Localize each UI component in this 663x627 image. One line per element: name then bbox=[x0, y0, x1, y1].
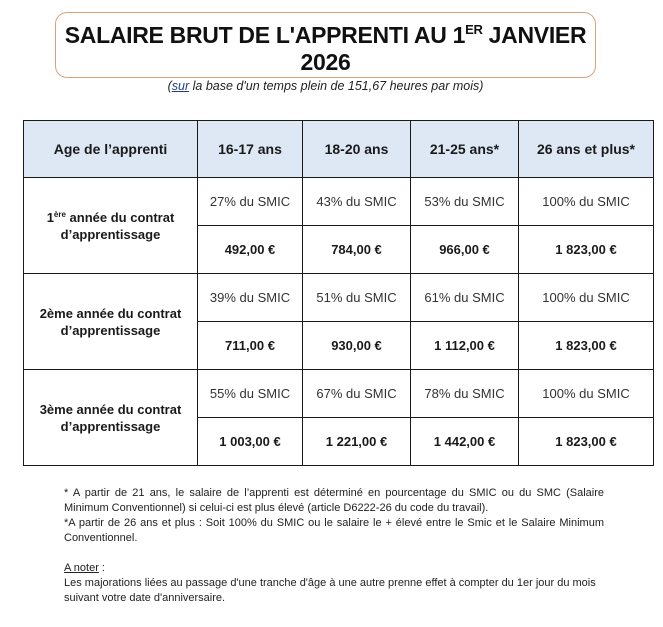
percentage-cell: 78% du SMIC bbox=[411, 370, 519, 418]
percentage-cell: 53% du SMIC bbox=[411, 178, 519, 226]
amount-cell: 1 112,00 € bbox=[411, 322, 519, 370]
column-header: 16-17 ans bbox=[198, 121, 303, 178]
table-row bbox=[24, 274, 654, 322]
amount-cell: 1 442,00 € bbox=[411, 418, 519, 466]
amount-cell: 1 823,00 € bbox=[519, 322, 654, 370]
a-noter-heading bbox=[64, 561, 604, 576]
amount-cell: 1 823,00 € bbox=[519, 226, 654, 274]
page-title bbox=[56, 22, 595, 76]
subtitle-text: la base d'un temps plein de 151,67 heures par mois) bbox=[189, 79, 484, 93]
percentage-cell: 39% du SMIC bbox=[198, 274, 303, 322]
percentage-cell: 61% du SMIC bbox=[411, 274, 519, 322]
row-header-superscript: ère bbox=[53, 209, 66, 219]
salary-table bbox=[23, 120, 654, 466]
title-text-end: JANVIER 2026 bbox=[300, 22, 587, 75]
row-header-text: 3ème année du contrat d’apprentissage bbox=[39, 401, 182, 434]
row-header bbox=[24, 274, 198, 370]
row-header-text: 2ème année du contrat d’apprentissage bbox=[39, 305, 182, 338]
percentage-cell: 43% du SMIC bbox=[303, 178, 411, 226]
footnote-26-ans: *A partir de 26 ans et plus : Soit 100% du SMIC ou le salaire le + élevé entre le Smic et le Salaire Minimum Conventionnel. bbox=[64, 517, 604, 544]
amount-cell: 1 823,00 € bbox=[519, 418, 654, 466]
a-noter-text: Les majorations liées au passage d'une tranche d'âge à une autre prenne effet à compter du 1er jour du mois suivant votre date d'anniversaire. bbox=[64, 577, 596, 604]
percentage-cell: 100% du SMIC bbox=[519, 178, 654, 226]
column-header: 21-25 ans* bbox=[411, 121, 519, 178]
amount-cell: 1 221,00 € bbox=[303, 418, 411, 466]
percentage-cell: 100% du SMIC bbox=[519, 370, 654, 418]
title-box bbox=[55, 12, 596, 93]
a-noter-label: A noter bbox=[64, 562, 99, 574]
table-row bbox=[24, 370, 654, 418]
row-header bbox=[24, 370, 198, 466]
amount-cell: 966,00 € bbox=[411, 226, 519, 274]
footnote-21-ans: * A partir de 21 ans, le salaire de l’apprenti est déterminé en pourcentage du SMIC ou du SMC (Salaire Minimum Conventionnel) si celui-ci est plus élevé (article D6222-26 du code du travail). bbox=[64, 487, 604, 514]
percentage-cell: 27% du SMIC bbox=[198, 178, 303, 226]
row-header-number: 1 bbox=[46, 209, 54, 225]
a-noter-colon: : bbox=[98, 562, 105, 574]
subtitle bbox=[56, 79, 595, 93]
title-superscript: ER bbox=[465, 22, 483, 37]
amount-cell: 930,00 € bbox=[303, 322, 411, 370]
column-header: 18-20 ans bbox=[303, 121, 411, 178]
row-header-text: année du contrat d’apprentissage bbox=[60, 209, 175, 242]
percentage-cell: 67% du SMIC bbox=[303, 370, 411, 418]
amount-cell: 1 003,00 € bbox=[198, 418, 303, 466]
column-header: Age de l’apprenti bbox=[24, 121, 198, 178]
row-header bbox=[24, 178, 198, 274]
amount-cell: 784,00 € bbox=[303, 226, 411, 274]
subtitle-underlined-word: sur bbox=[171, 79, 190, 93]
title-text: SALAIRE BRUT DE L'APPRENTI AU 1 bbox=[64, 22, 466, 48]
subtitle-paren: ( bbox=[167, 79, 172, 93]
column-header: 26 ans et plus* bbox=[519, 121, 654, 178]
amount-cell: 711,00 € bbox=[198, 322, 303, 370]
percentage-cell: 51% du SMIC bbox=[303, 274, 411, 322]
table-header-row bbox=[24, 121, 654, 178]
table-row bbox=[24, 178, 654, 226]
footnotes bbox=[64, 486, 604, 606]
percentage-cell: 55% du SMIC bbox=[198, 370, 303, 418]
amount-cell: 492,00 € bbox=[198, 226, 303, 274]
percentage-cell: 100% du SMIC bbox=[519, 274, 654, 322]
